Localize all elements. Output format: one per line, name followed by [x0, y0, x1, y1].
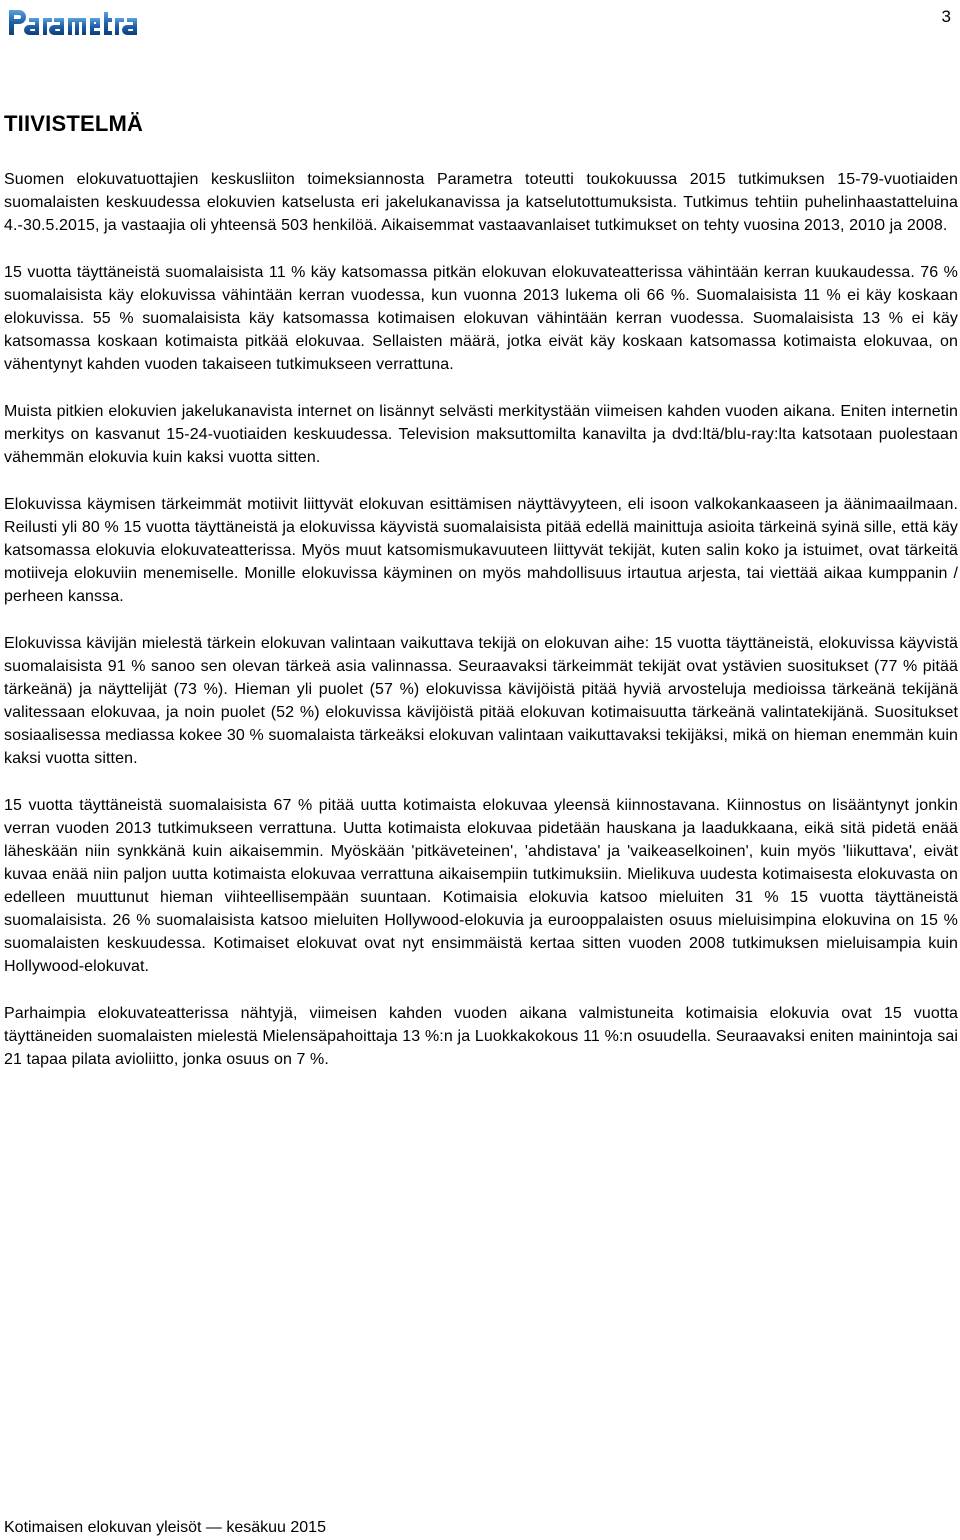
paragraph-domestic-film-interest: 15 vuotta täyttäneistä suomalaisista 67 % pitää uutta kotimaista elokuvaa yleensä kiinnostavana. Kiinnostus on lisääntynyt jonkin verran vuoden 2013 tutkimukseen verrattuna. Uutta kotimaista elokuvaa pidetään hauskana ja laadukkaana, eikä sitä pidetä enää läheskään niin synkkänä kuin aikaisemmin. Myöskään 'pitkäveteinen', 'ahdistava' ja 'vaikeaselkoinen', kuin myös 'liikuttava', eivät kuvaa enää niin paljon uutta kotimaista elokuvaa verrattuna aikaisempiin tutkimuksiin. Mielikuva uudesta kotimaisesta elokuvasta on edelleen muuttunut hieman viihteellisempään suuntaan. Kotimaisia elokuvia katsoo mieluiten 31 % 15 vuotta täyttäneistä suomalaisista. 26 % suomalaisista katsoo mieluiten Hollywood-elokuvia ja eurooppalaisten osuus mieluisimpina elokuvina on 15 % suomalaisten keskuudessa. Kotimaiset elokuvat ovat nyt ensimmäistä kertaa sitten vuoden 2008 tutkimuksen mieluisampia kuin Hollywood-elokuvat.	[4, 797, 958, 975]
paragraph-motives: Elokuvissa käymisen tärkeimmät motiivit liittyvät elokuvan esittämisen näyttävyyteen, eli isoon valkokankaaseen ja äänimaailmaan. Reilusti yli 80 % 15 vuotta täyttäneistä ja elokuvissa käyvistä suomalaisista pitää edellä mainittuja asioita tärkeinä syinä sille, että käy katsomassa elokuvia elokuvateatterissa. Myös muut katsomismukavuuteen liittyvät tekijät, kuten salin koko ja istuimet, ovat tärkeitä motiiveja elokuviin menemiselle. Monille elokuvissa käyminen on myös mahdollisuus irtautua arjesta, tai viettää aikaa kumppanin / perheen kanssa.	[4, 496, 958, 605]
parametra-logo	[7, 6, 159, 38]
page-number: 3	[941, 7, 951, 26]
paragraph-cinema-attendance: 15 vuotta täyttäneistä suomalaisista 11 % käy katsomassa pitkän elokuvan elokuvateatterissa vähintään kerran kuukaudessa. 76 % suomalaisista käy elokuvissa vähintään kerran vuodessa, kun vuonna 2013 lukema oli 66 %. Suomalaisista 11 % ei käy koskaan elokuvissa. 55 % suomalaisista käy katsomassa kotimaisen elokuvan vähintään kerran vuodessa. Suomalaisista 13 % ei käy katsomassa koskaan kotimaista pitkää elokuvaa. Sellaisten määrä, jotka eivät käy koskaan katsomassa kotimaista elokuvaa, on vähentynyt kahden vuoden takaiseen tutkimukseen verrattuna.	[4, 264, 958, 373]
footer-rule	[0, 1514, 960, 1515]
page-footer: Kotimaisen elokuvan yleisöt — kesäkuu 2015	[4, 1519, 326, 1536]
paragraph-distribution-channels: Muista pitkien elokuvien jakelukanavista internet on lisännyt selvästi merkitystään viimeisen kahden vuoden aikana. Eniten internetin merkitys on kasvanut 15-24-vuotiaiden keskuudessa. Television maksuttomilta kanavilta ja dvd:ltä/blu-ray:lta katsotaan puolestaan vähemmän elokuvia kuin kaksi vuotta sitten.	[4, 403, 958, 466]
page-header	[0, 0, 960, 48]
summary-body	[4, 168, 958, 1095]
paragraph-best-films: Parhaimpia elokuvateatterissa nähtyjä, viimeisen kahden vuoden aikana valmistuneita kotimaisia elokuvia ovat 15 vuotta täyttäneiden suomalaisten mielestä Mielensäpahoittaja 13 %:n ja Luokkakokous 11 %:n osuudella. Seuraavaksi eniten mainintoja sai 21 tapaa pilata avioliitto, jonka osuus on 7 %.	[4, 1005, 958, 1068]
paragraph-selection-factors: Elokuvissa kävijän mielestä tärkein elokuvan valintaan vaikuttava tekijä on elokuvan aihe: 15 vuotta täyttäneistä, elokuvissa käyvistä suomalaisista 91 % sanoo sen olevan tärkeä asia valinnassa. Seuraavaksi tärkeimmät tekijät ovat ystävien suositukset (77 % pitää tärkeänä) ja näyttelijät (73 %). Hieman yli puolet (57 %) elokuvissa kävijöistä pitää hyviä arvosteluja medioissa tärkeänä tekijänä valitessaan elokuvaa, ja noin puolet (52 %) elokuvissa kävijöistä pitää elokuvan kotimaisuutta tärkeänä valintatekijänä. Suositukset sosiaalisessa mediassa kokee 30 % suomalaista tärkeäksi elokuvan valintaan vaikuttavaksi tekijäksi, mikä on hieman enemmän kuin kaksi vuotta sitten.	[4, 635, 958, 767]
paragraph-study-intro: Suomen elokuvatuottajien keskusliiton toimeksiannosta Parametra toteutti toukokuussa 2015 tutkimuksen 15-79-vuotiaiden suomalaisten keskuudessa elokuvien katselusta eri jakelukanavissa ja katselutottumuksista. Tutkimus tehtiin puhelinhaastatteluina 4.-30.5.2015, ja vastaajia oli yhteensä 503 henkilöä. Aikaisemmat vastaavanlaiset tutkimukset on tehty vuosina 2013, 2010 ja 2008.	[4, 171, 958, 234]
page-title: TIIVISTELMÄ	[4, 111, 144, 136]
